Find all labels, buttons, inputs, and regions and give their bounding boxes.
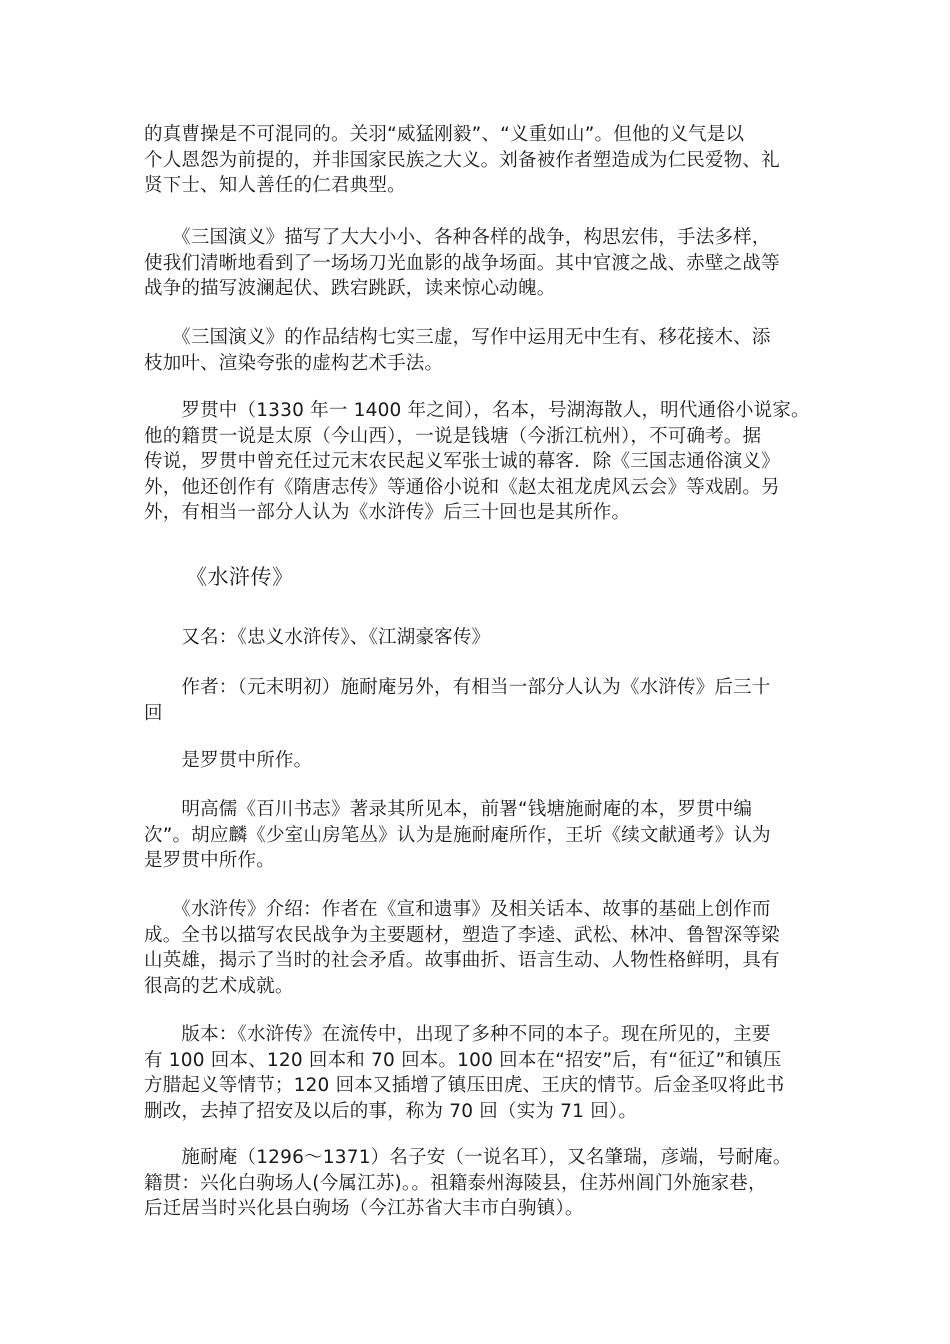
paragraph-alternate-names [144,625,808,651]
paragraph-author-cont [144,748,808,774]
text-line: 籍贯：兴化白驹场人(今属江苏)。。祖籍泰州海陵县，住苏州阊门外施家巷， [144,1172,767,1194]
text-line: 外，他还创作有《隋唐志传》等通俗小说和《赵太祖龙虎风云会》等戏剧。另 [144,476,780,498]
text-line: 作者：（元末明初）施耐庵另外，有相当一部分人认为《水浒传》后三十 [144,677,771,698]
text-line: 他的籍贯一说是太原（今山西），一说是钱塘（今浙江杭州），不可确考。据 [144,425,762,447]
text-line: 删改，去掉了招安及以后的事，称为 70 回（实为 71 回）。 [144,1100,638,1122]
text-line: 回 [144,702,163,724]
text-line: 明高儒《百川书志》著录其所见本，前署“钱塘施耐庵的本，罗贯中编 [144,799,753,820]
paragraph-war-depiction [144,225,808,302]
paragraph-editions [144,1022,808,1124]
text-line: 版本：《水浒传》在流传中，出现了多种不同的本子。现在所见的，主要 [144,1024,771,1045]
text-line: 贤下士、知人善任的仁君典型。 [144,175,406,196]
paragraph-luo-guanzhong [144,398,808,526]
text-line: 又名：《忠义水浒传》、《江湖豪客传》 [144,627,491,648]
paragraph-characters [144,122,808,199]
text-line: 方腊起义等情节；120 回本又插增了镇压田虎、王庆的情节。后金圣叹将此书 [144,1075,785,1096]
text-line: 外，有相当一部分人认为《水浒传》后三十回也是其所作。 [144,502,631,523]
text-line: 次”。胡应麟《少室山房笔丛》认为是施耐庵所作，王圻《续文献通考》认为 [144,824,771,846]
text-line: 战争的描写波澜起伏、跌宕跳跃，读来惊心动魄。 [144,278,556,299]
text-line: 是罗贯中所作。 [144,750,313,771]
text-line: 个人恩怨为前提的，并非国家民族之大义。刘备被作者塑造成为仁民爱物、礼 [144,149,780,171]
text-line: 传说，罗贯中曾充任过元末农民起义军张士诚的幕客．除《三国志通俗演义》 [144,451,780,472]
text-line: 《三国演义》描写了大大小小、各种各样的战争，构思宏伟，手法多样， [144,227,771,248]
text-line: 枝加叶、渲染夸张的虚构艺术手法。 [144,352,444,374]
text-line: 是罗贯中所作。 [144,850,275,871]
paragraph-shi-naian [144,1145,808,1222]
section-title-text: 《水浒传》 [186,565,294,589]
paragraph-records [144,797,808,874]
text-line: 很高的艺术成就。 [144,975,294,997]
text-line: 山英雄，揭示了当时的社会矛盾。故事曲折、语言生动、人物性格鲜明，具有 [144,950,780,971]
text-line: 施耐庵（1296～1371）名子安（一说名耳），又名肇瑞，彦端，号耐庵。 [144,1147,792,1168]
text-line: 使我们清晰地看到了一场场刀光血影的战争场面。其中官渡之战、赤壁之战等 [144,252,780,274]
paragraph-introduction [144,897,808,999]
section-title [186,564,850,590]
text-line: 的真曹操是不可混同的。关羽“威猛刚毅”、“义重如山”。但他的义气是以 [144,124,745,145]
text-line: 有 100 回本、120 回本和 70 回本。100 回本在“招安”后，有“征辽”和镇压 [144,1049,782,1071]
paragraph-author [144,675,808,726]
text-line: 《水浒传》介绍：作者在《宣和遗事》及相关话本、故事的基础上创作而 [144,899,771,920]
paragraph-structure [144,325,808,376]
text-line: 成。全书以描写农民战争为主要题材，塑造了李逵、武松、林冲、鲁智深等梁 [144,924,780,946]
text-line: 罗贯中（1330 年一 1400 年之间），名本，号湖海散人，明代通俗小说家。 [144,400,810,421]
text-line: 后迁居当时兴化县白驹场（今江苏省大丰市白驹镇）。 [144,1198,584,1219]
text-line: 《三国演义》的作品结构七实三虚，写作中运用无中生有、移花接木、添 [144,327,771,348]
